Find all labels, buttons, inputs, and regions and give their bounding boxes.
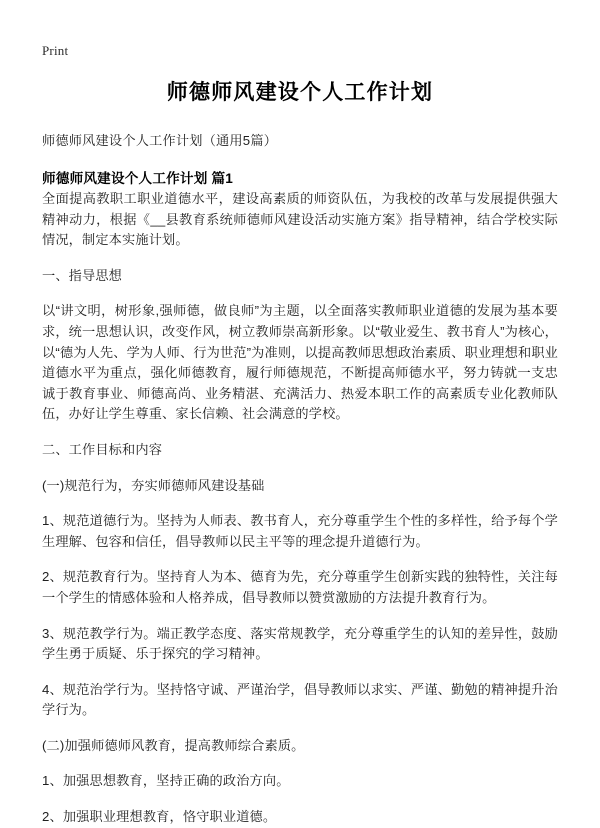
document-subtitle: 师德师风建设个人工作计划（通用5篇） xyxy=(42,133,278,148)
body-paragraph: 2、加强职业理想教育，恪守职业道德。 xyxy=(42,809,277,825)
page-title: 师德师风建设个人工作计划 xyxy=(166,81,434,104)
body-subheading: 二、工作目标和内容 xyxy=(42,441,163,457)
body-paragraph: 1、加强思想教育，坚持正确的政治方向。 xyxy=(42,773,290,789)
body-paragraph: 3、规范教学行为。端正教学态度、落实常规教学，充分尊重学生的认知的差异性，鼓励学生勇于质疑、乐于探究的学习精神。 xyxy=(42,625,558,662)
body-subheading: (二)加强师德师风教育，提高教师综合素质。 xyxy=(42,737,305,753)
body-paragraph: 以“讲文明，树形象,强师德，做良师”为主题，以全面落实教师职业道德的发展为基本要求，统一思想认识，改变作风，树立教师崇高新形象。以“敬业爱生、教书育人”为核心，以“德为人先、学为人师、行为世范”为准则，以提高教师思想政治素质、职业理想和职业道德水平为重点，强化师德教育，履行师德规范，不断提高师德水平，努力铸就一支忠诚于教育事业、师德高尚、业务精湛、充满活力、热爱本职工作的高素质专业化教师队伍，办好让学生尊重、家长信赖、社会满意的学校。 xyxy=(42,303,558,422)
body-subheading: (一)规范行为，夯实师德师风建设基础 xyxy=(42,477,265,493)
body-paragraph: 1、规范道德行为。坚持为人师表、教书育人，充分尊重学生个性的多样性，给予每个学生理解、包容和信任，倡导教师以民主平等的理念提升道德行为。 xyxy=(42,513,558,549)
body-subheading: 一、指导思想 xyxy=(42,267,123,283)
document-section-heading: 师德师风建设个人工作计划 篇1 xyxy=(42,171,234,186)
print-link[interactable]: Print xyxy=(42,43,69,58)
body-paragraph: 2、规范教育行为。坚持育人为本、德育为先，充分尊重学生创新实践的独特性，关注每一个学生的情感体验和人格养成，倡导教师以赞赏激励的方法提升教育行为。 xyxy=(42,569,558,605)
body-paragraph: 4、规范治学行为。坚持恪守诚、严谨治学，倡导教师以求实、严谨、勤勉的精神提升治学行为。 xyxy=(42,681,558,718)
document-body xyxy=(42,189,558,828)
document-content xyxy=(42,70,558,828)
body-paragraph: 全面提高教职工职业道德水平，建设高素质的师资队伍，为我校的改革与发展提供强大精神动力，根据《__县教育系统师德师风建设活动实施方案》指导精神，结合学校实际情况，制定本实施计划。 xyxy=(42,191,558,248)
